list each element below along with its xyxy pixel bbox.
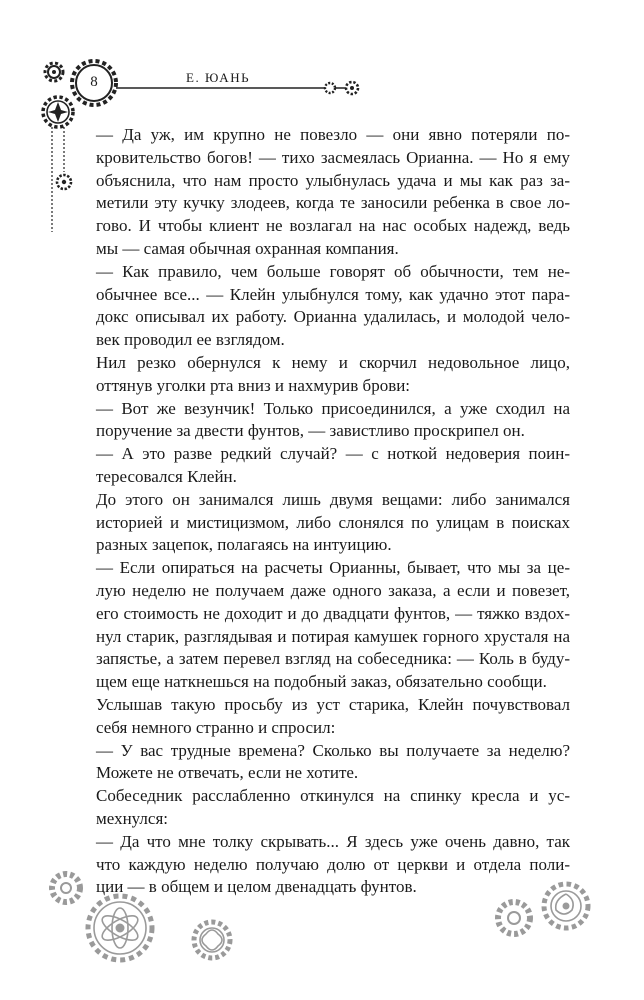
text-line: обычнее все... — Клейн улыбнулся тому, как удачно этот пара- [96,284,570,304]
text-line: — Да уж, им крупно не повезло — они явно потеряли по- [96,125,570,144]
footer-gear-left-icon [52,874,80,902]
text-line: — Если опираться на расчеты Орианны, бывает, что мы за це- [96,558,570,578]
text-line: щем еще наткнешься на подобный заказ, обязательно сообщи. [96,672,547,692]
text-line: — Да что мне толку скрывать... Я здесь уже очень давно, так [96,831,570,851]
small-gear-right-icon [325,83,335,93]
ornamental-gear-icon [43,97,73,127]
text-line: себя немного странно и спросил: [96,717,336,737]
pendant-gear-icon [57,175,71,189]
paragraph [74,398,570,444]
text-line: Можете не отвечать, если не хотите. [96,763,359,783]
page-number: 8 [90,74,98,90]
end-gear-icon [346,82,358,94]
text-line: лую неделю не получаем даже одного заказа, а если и повезет, [96,580,570,600]
paragraph [74,489,570,557]
paragraph [74,694,570,740]
text-line: — А это разве редкий случай? — с ноткой недоверия поин- [96,444,570,464]
text-line: разных зацепок, полагаясь на интуицию. [96,535,392,555]
text-line: его стоимость не доходит и до двадцати фунтов, — тяжко вздох- [96,603,570,623]
paragraph [74,740,570,786]
running-head-author: Е. ЮАНЬ [186,70,251,85]
small-gear-icon [45,63,63,81]
text-line: объяснила, что нам просто улыбнулась удача и мы как раз за- [96,170,570,190]
text-line: Нил резко обернулся к нему и скорчил недовольное лицо, [96,352,570,372]
paragraph [74,443,570,489]
text-line: гово. И чтобы клиент не возлагал на нас особых надежд, ведь [96,216,570,236]
text-line: запястье, а затем перевел взгляд на собеседника: — Коль в буду- [96,649,570,669]
paragraph [74,785,570,831]
text-line: кровительство богов! — тихо засмеялась Орианна. — Но я ему [96,147,570,167]
text-line: — У вас трудные времена? Сколько вы получаете за неделю? [96,740,570,760]
footer-gear-center-icon [194,922,230,958]
text-line: — Как правило, чем больше говорят об обычности, тем не- [96,261,570,281]
text-line: историей и мистицизмом, либо слонялся по улицам в поисках [96,512,570,532]
text-line: что каждую неделю получаю долю от церкви и отдела поли- [96,854,570,874]
footer-gear-right-large-icon [544,884,588,928]
text-line: Собеседник расслабленно откинулся на спинку кресла и ус- [96,786,570,806]
paragraph [74,352,570,398]
footer-gear-right-small-icon [498,902,530,934]
text-line: век проводил ее взглядом. [96,330,285,350]
text-line: ции — в общем и целом двенадцать фунтов. [96,877,417,897]
paragraph [74,261,570,352]
paragraph [74,124,570,261]
text-line: оттянув уголки рта вниз и нахмурив брови: [96,375,411,395]
body-text [74,124,570,899]
text-line: докс описывал их работу. Орианна удалилась, и молодой чело- [96,307,570,327]
text-line: тересовался Клейн. [96,466,237,486]
text-line: Услышав такую просьбу из уст старика, Клейн почувствовал [96,694,570,714]
footer-ornament [0,860,644,1000]
text-line: нул старик, разглядывая и потирая камушек горного хрусталя на [96,626,570,646]
text-line: мехнулся: [96,808,169,828]
paragraph [74,557,570,694]
text-line: поручение за двести фунтов, — завистливо проскрипел он. [96,421,525,441]
text-line: — Вот же везунчик! Только присоединился, а уже сходил на [96,398,570,418]
text-line: мы — самая обычная охранная компания. [96,238,399,258]
text-line: метили эту кучку злодеев, когда те заносили ребенка в свое ло- [96,193,570,213]
text-line: До этого он занимался лишь двумя вещами: либо занимался [96,489,570,509]
footer-flower-gear-icon [88,896,152,960]
